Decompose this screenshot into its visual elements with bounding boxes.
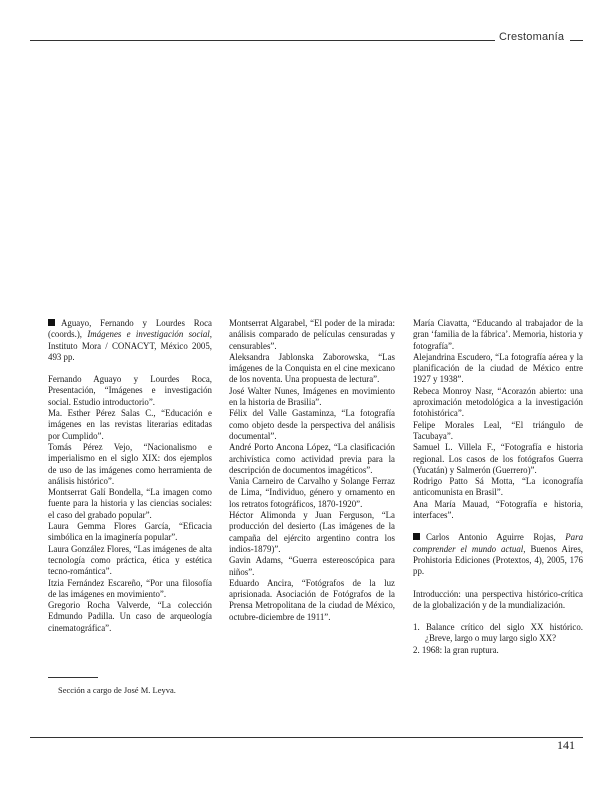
- book-publisher: , Instituto Mora / CONACYT, México 2005, 493 pp.: [48, 329, 212, 362]
- footnote-rule: [48, 677, 98, 678]
- chapter-entry: Laura González Flores, “Las imágenes de alta tecnología como práctica, ética y estética tecno-romántica”.: [48, 543, 212, 577]
- chapter-entry: Itzia Fernández Escareño, “Por una filosofía de las imágenes en movimiento”.: [48, 577, 212, 599]
- chapter-entry: Fernando Aguayo y Lourdes Roca, Presentación, “Imágenes e investigación social. Estudio introductorio”.: [48, 374, 212, 407]
- page-number: 141: [557, 738, 575, 752]
- chapter-entry: Montserrat Algarabel, “El poder de la mirada: análisis comparado de películas censuradas y censurables”.: [229, 318, 395, 351]
- book-title: Para comprender el mundo actual: [413, 532, 583, 554]
- chapter-entry: Montserrat Galí Bondella, “La imagen como fuente para la historia y las ciencias sociales: el caso del grabado popular”.: [48, 487, 212, 520]
- chapter-entry: Ana María Mauad, “Fotografía e historia, interfaces”.: [413, 498, 583, 521]
- chapter-entry: Rodrigo Patto Sá Motta, “La iconografía anticomunista en Brasil”.: [413, 476, 583, 498]
- header-rule-right: [570, 40, 583, 41]
- chapter-entry: Tomás Pérez Vejo, “Nacionalismo e imperialismo en el siglo XIX: dos ejemplos de uso de las imágenes como herramienta de análisis histórico”.: [48, 441, 212, 486]
- book-authors: Carlos Antonio Aguirre Rojas,: [426, 532, 566, 543]
- column-2: [229, 318, 395, 623]
- column-3: [413, 318, 583, 656]
- chapter-entry: Gregorio Rocha Valverde, “La colección Edmundo Padilla. Un caso de arqueología cinematográfica”.: [48, 600, 212, 633]
- chapter-entry: Gavin Adams, “Guerra estereoscópica para niños”.: [229, 555, 395, 577]
- square-bullet-icon: [48, 319, 55, 326]
- chapter-entry: Aleksandra Jablonska Zaborowska, “Las imágenes de la Conquista en el cine mexicano de los noventa. Una propuesta de lectura”.: [229, 351, 395, 385]
- chapter-entry: 1. Balance crítico del siglo XX histórico. ¿Breve, largo o muy largo siglo XX?: [413, 622, 583, 644]
- book-entry-1: [48, 318, 212, 363]
- book-title: Imágenes e investigación social: [87, 329, 210, 340]
- chapter-entry: 2. 1968: la gran ruptura.: [413, 644, 499, 655]
- running-header: Crestomanía: [499, 31, 565, 43]
- chapter-entry: Laura Gemma Flores García, “Eficacia simbólica en la imaginería popular”.: [48, 521, 212, 543]
- chapter-entry: Félix del Valle Gastaminza, “La fotografía como objeto desde la perspectiva del análisis documental”.: [229, 408, 395, 441]
- chapter-entry: André Porto Ancona López, “La clasificación archivística como actividad previa para la descripción de documentos imagéticos”.: [229, 442, 395, 475]
- header-rule-left: [30, 40, 495, 41]
- chapter-entry: Rebeca Monroy Nasr, “Acorazón abierto: una aproximación metodológica a la investigación fotohistórica”.: [413, 385, 583, 419]
- chapter-entry: José Walter Nunes, Imágenes en movimiento en la historia de Brasilia”.: [229, 385, 395, 408]
- chapter-entry: Ma. Esther Pérez Salas C., “Educación e imágenes en las revistas literarias editadas por Cumplido”.: [48, 408, 212, 441]
- footer-rule: [30, 737, 583, 738]
- chapter-entry: Introducción: una perspectiva histórico-crítica de la globalización y de la mundialización.: [413, 588, 583, 610]
- chapter-entry: Felipe Morales Leal, “El triángulo de Tacubaya”.: [413, 419, 583, 441]
- chapter-entry: Alejandrina Escudero, “La fotografía aérea y la planificación de la ciudad de México entre 1927 y 1938”.: [413, 351, 583, 385]
- chapter-entry: Eduardo Ancira, “Fotógrafos de la luz aprisionada. Asociación de Fotógrafos de la Prensa Metropolitana de la ciudad de México, octubre-diciembre de 1911”.: [229, 577, 395, 622]
- book-publisher: , Buenos Aires, Prohistoria Ediciones (Protextos, 4), 2005, 176 pp.: [413, 543, 584, 577]
- chapter-entry: Héctor Alimonda y Juan Ferguson, “La producción del desierto (Las imágenes de la campaña del ejército argentino contra los indios-1879)”.: [229, 510, 395, 554]
- column-1: [48, 318, 212, 634]
- book-entry-2: [413, 532, 583, 577]
- book-authors: Aguayo, Fernando y Lourdes Roca (coords.),: [48, 318, 212, 340]
- chapter-entry: María Ciavatta, “Educando al trabajador de la gran ‘familia de la fábrica’. Memoria, historia y fotografía”.: [413, 318, 583, 351]
- chapter-entry: Samuel L. Villela F., “Fotografía e historia regional. Los casos de los fotógrafos Guerra (Yucatán) y Salmerón (Guerrero)”.: [413, 442, 583, 475]
- footnote: Sección a cargo de José M. Leyva.: [58, 685, 176, 695]
- square-bullet-icon: [413, 533, 420, 540]
- chapter-entry: Vania Carneiro de Carvalho y Solange Ferraz de Lima, “Individuo, género y ornamento en los retratos fotográficos, 1870-1920”.: [229, 476, 395, 509]
